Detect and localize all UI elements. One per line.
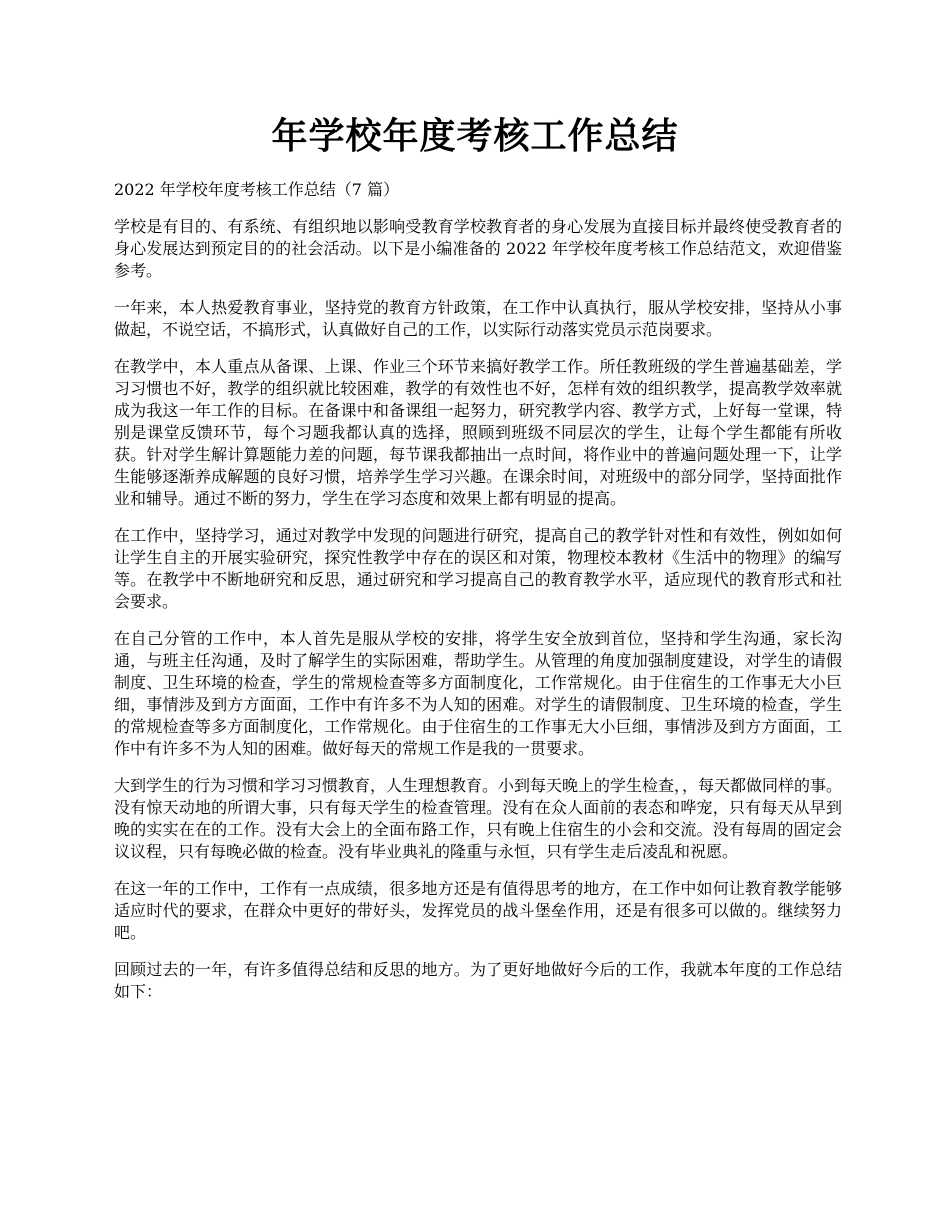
document-subtitle: 2022 年学校年度考核工作总结（7 篇） [114,180,400,199]
document-title: 年学校年度考核工作总结 [271,115,679,157]
paragraph-management: 在自己分管的工作中，本人首先是服从学校的安排，将学生安全放到首位，坚持和学生沟通，家长沟通，与班主任沟通，及时了解学生的实际困难，帮助学生。从管理的角度加强制度建设，对学生的请假制度、卫生环境的检查，学生的常规检查等多方面制度化，工作常规化。由于住宿生的工作事无大小巨细，事情涉及到方方面面，工作中有许多不为人知的困难。对学生的请假制度、卫生环境的检查，学生的常规检查等多方面制度化，工作常规化。由于住宿生的工作事无大小巨细，事情涉及到方方面面，工作中有许多不为人知的困难。做好每天的常规工作是我的一贯要求。 [114,629,842,758]
document-body [114,178,842,1018]
paragraph-research: 在工作中，坚持学习，通过对教学中发现的问题进行研究，提高自己的教学针对性和有效性，例如如何让学生自主的开展实验研究，探究性教学中存在的误区和对策，物理校本教材《生活中的物理》的编写等。在教学中不断地研究和反思，通过研究和学习提高自己的教育教学水平，适应现代的教育形式和社会要求。 [114,526,842,611]
paragraph-review: 回顾过去的一年，有许多值得总结和反思的地方。为了更好地做好今后的工作，我就本年度的工作总结如下： [114,960,842,1001]
paragraph-intro: 学校是有目的、有系统、有组织地以影响受教育学校教育者的身心发展为直接目标并最终使受教育者的身心发展达到预定目的的社会活动。以下是小编准备的 2022 年学校年度考核工作总结范文，欢迎借鉴参考。 [114,217,842,280]
paragraph-overview: 一年来，本人热爱教育事业，坚持党的教育方针政策，在工作中认真执行，服从学校安排，坚持从小事做起，不说空话，不搞形式，认真做好自己的工作，以实际行动落实党员示范岗要求。 [114,298,842,339]
paragraph-daily-work: 大到学生的行为习惯和学习习惯教育，人生理想教育。小到每天晚上的学生检查，，每天都做同样的事。没有惊天动地的所谓大事，只有每天学生的检查管理。没有在众人面前的表态和哗宠，只有每天从早到晚的实实在在的工作。没有大会上的全面布路工作，只有晚上住宿生的小会和交流。没有每周的固定会议议程，只有每晚必做的检查。没有毕业典礼的隆重与永恒，只有学生走后凌乱和祝愿。 [114,776,843,861]
paragraph-teaching: 在教学中，本人重点从备课、上课、作业三个环节来搞好教学工作。所任教班级的学生普遍基础差，学习习惯也不好，教学的组织就比较困难，教学的有效性也不好，怎样有效的组织教学，提高教学效率就成为我这一年工作的目标。在备课中和备课组一起努力，研究教学内容、教学方式，上好每一堂课，特别是课堂反馈环节，每个习题我都认真的选择，照顾到班级不同层次的学生，让每个学生都能有所收获。针对学生解计算题能力差的问题，每节课我都抽出一点时间，将作业中的普遍问题处理一下，让学生能够逐渐养成解题的良好习惯，培养学生学习兴趣。在课余时间，对班级中的部分同学，坚持面批作业和辅导。通过不断的努力，学生在学习态度和效果上都有明显的提高。 [114,357,842,508]
paragraph-reflection: 在这一年的工作中，工作有一点成绩，很多地方还是有值得思考的地方，在工作中如何让教育教学能够适应时代的要求，在群众中更好的带好头，发挥党员的战斗堡垒作用，还是有很多可以做的。继续努力吧。 [114,879,842,942]
